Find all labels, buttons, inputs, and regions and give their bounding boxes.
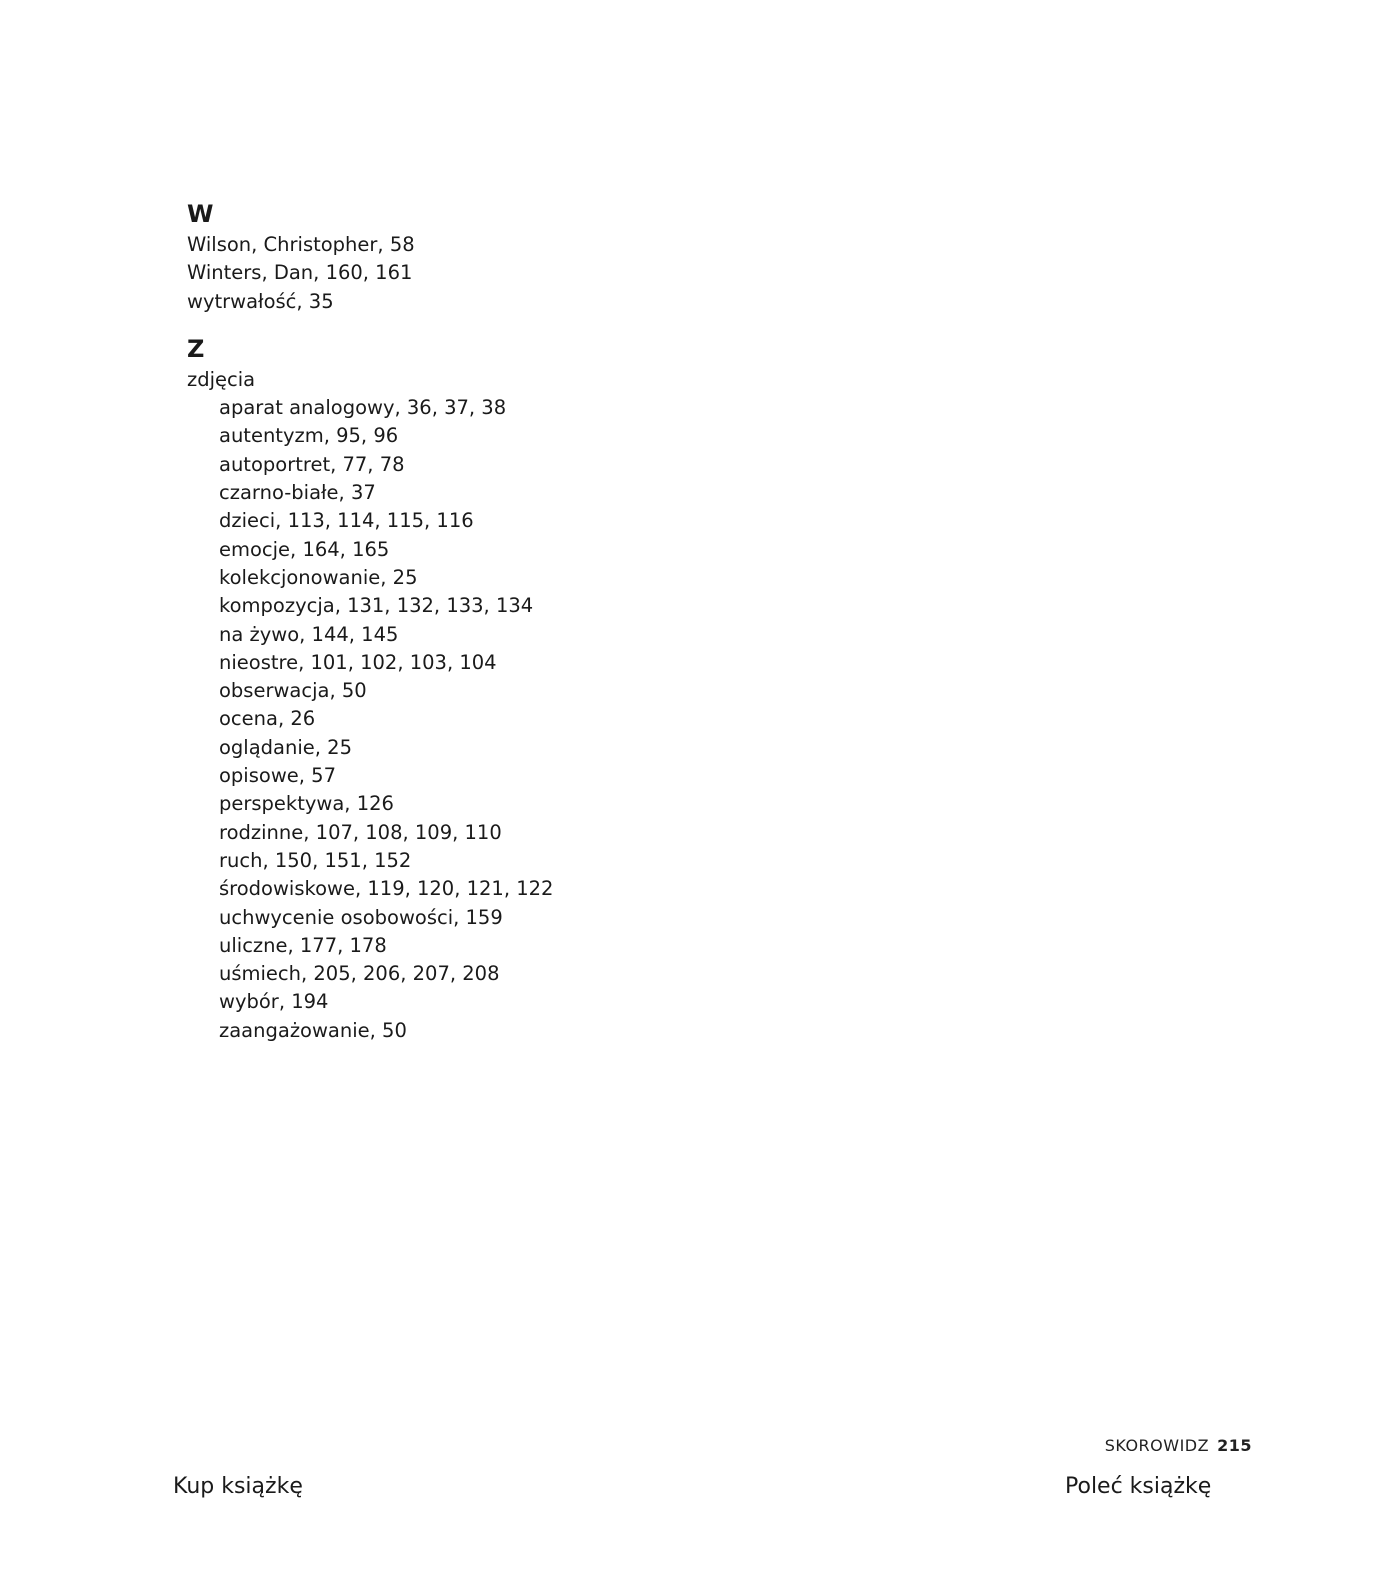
section-letter: Z — [187, 334, 205, 363]
index-section-z — [187, 332, 887, 1045]
buy-book-link[interactable]: Kup książkę — [173, 1474, 303, 1499]
index-subentry: oglądanie, 25 — [219, 735, 352, 759]
index-entry: wytrwałość, 35 — [187, 289, 334, 313]
index-subentry: środowiskowe, 119, 120, 121, 122 — [219, 877, 554, 901]
index-subentry: uśmiech, 205, 206, 207, 208 — [219, 962, 500, 986]
index-subentry: perspektywa, 126 — [219, 792, 394, 816]
index-subentry: na żywo, 144, 145 — [219, 622, 399, 646]
index-subentry: czarno-białe, 37 — [219, 481, 376, 505]
index-subentry: dzieci, 113, 114, 115, 116 — [219, 509, 474, 533]
index-list — [187, 197, 887, 1061]
index-section-w — [187, 197, 887, 316]
index-subentry: ruch, 150, 151, 152 — [219, 848, 412, 872]
index-subentry: kolekcjonowanie, 25 — [219, 565, 418, 589]
index-subentry: wybór, 194 — [219, 990, 329, 1014]
index-subentry: nieostre, 101, 102, 103, 104 — [219, 650, 497, 674]
index-entry: Wilson, Christopher, 58 — [187, 233, 415, 256]
index-subentry: autoportret, 77, 78 — [219, 452, 405, 476]
index-subentry: kompozycja, 131, 132, 133, 134 — [219, 594, 534, 618]
index-entry: Winters, Dan, 160, 161 — [187, 261, 413, 285]
recommend-book-link[interactable]: Poleć książkę — [1065, 1474, 1212, 1499]
index-heading-entry: zdjęcia — [187, 367, 256, 391]
footer-section-label: SKOROWIDZ — [1104, 1436, 1210, 1455]
section-letter: W — [187, 200, 214, 228]
running-footer — [1105, 1436, 1252, 1455]
page-number: 215 — [1217, 1436, 1252, 1455]
index-subentry: obserwacja, 50 — [219, 679, 367, 703]
index-subentry: opisowe, 57 — [219, 764, 336, 788]
index-subentry: uchwycenie osobowości, 159 — [219, 905, 503, 929]
index-subentry: rodzinne, 107, 108, 109, 110 — [219, 820, 502, 844]
index-subentry: emocje, 164, 165 — [219, 537, 390, 561]
index-subentry: autentyzm, 95, 96 — [219, 424, 399, 448]
index-subentry: aparat analogowy, 36, 37, 38 — [219, 396, 507, 420]
index-subentry: zaangażowanie, 50 — [219, 1018, 407, 1042]
index-subentry: uliczne, 177, 178 — [219, 933, 387, 957]
index-subentry: ocena, 26 — [219, 707, 316, 731]
